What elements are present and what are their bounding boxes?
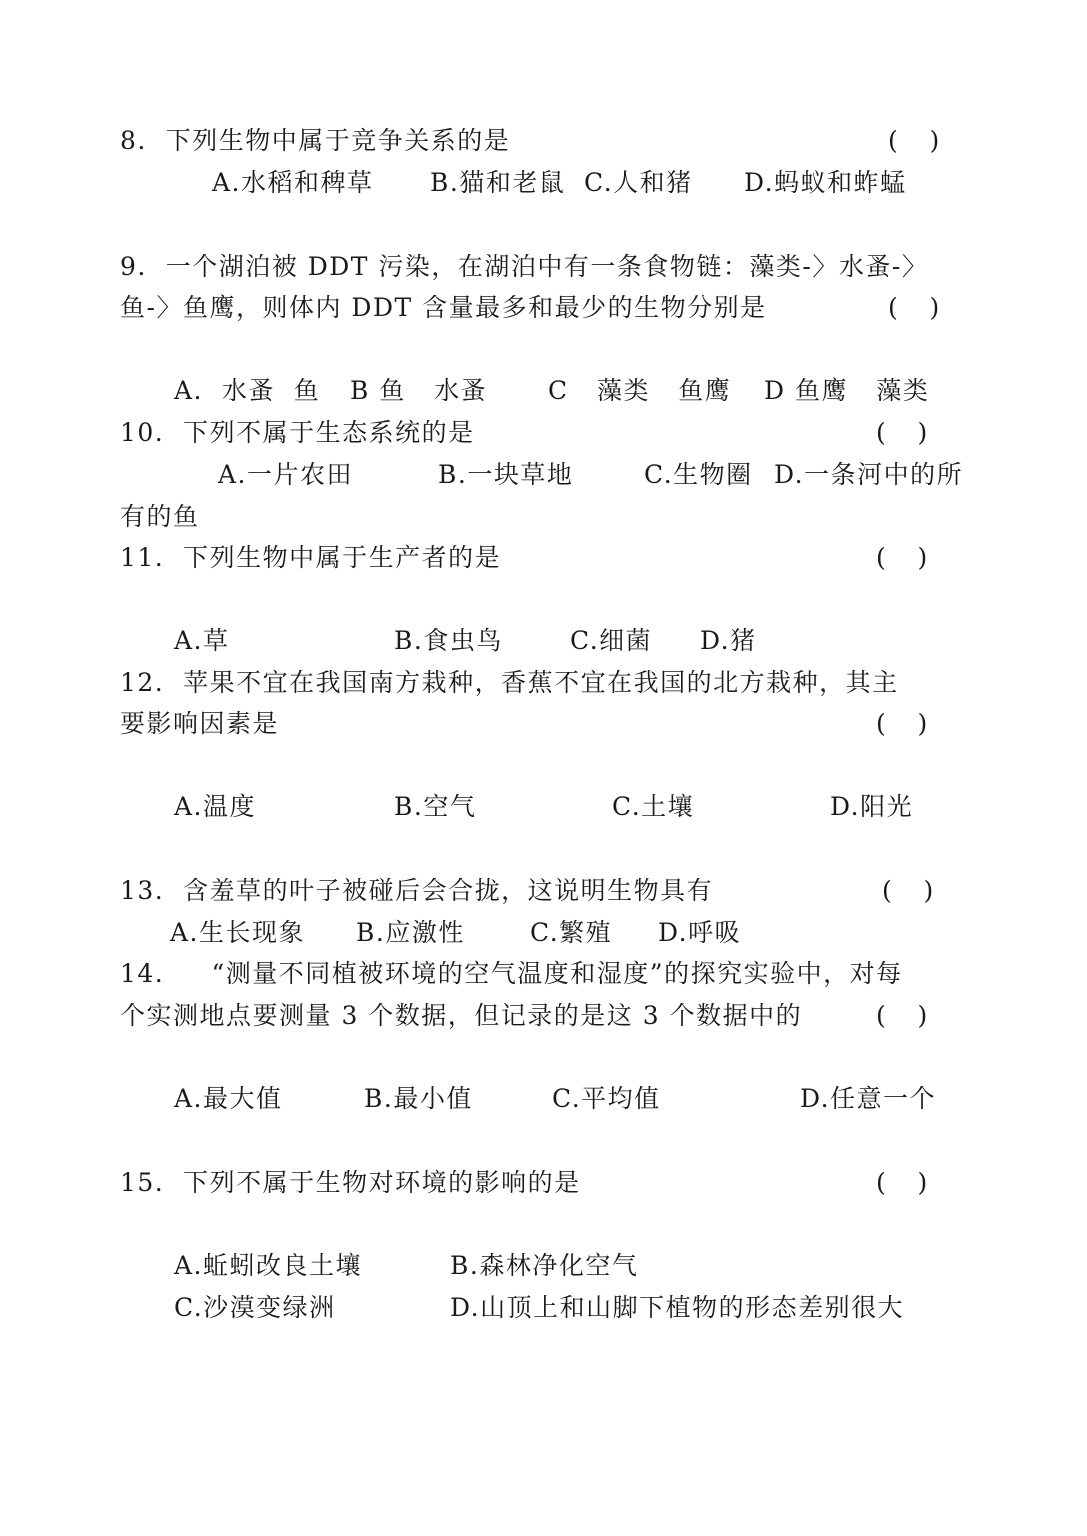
question-number: 8. [120,126,147,155]
option-d: D 鱼鹰 藻类 [764,376,930,405]
option-b: B.一块草地 [438,460,574,489]
question-text: 下列不属于生态系统的是 [183,418,475,447]
question-number: 14. [120,959,165,988]
option-b: B.空气 [394,792,477,821]
option-c: C.人和猪 [584,168,693,197]
option-d-continued: 有的鱼 [120,502,200,531]
question-8-stem [120,124,510,158]
option-d: D.呼吸 [658,918,742,947]
option-a: A.蚯蚓改良土壤 [174,1251,363,1280]
question-text: 含羞草的叶子被碰后会合拢，这说明生物具有 [183,876,714,905]
option-a: A.草 [174,626,230,655]
question-14-stem-line2: 个实测地点要测量 3 个数据，但记录的是这 3 个数据中的 [120,1001,803,1030]
answer-blank: ( ) [876,1168,928,1197]
option-d: D.一条河中的所 [774,460,964,489]
option-c: C.平均值 [552,1084,661,1113]
question-12-stem-line2: 要影响因素是 [120,709,280,738]
question-14-stem-line1 [120,957,903,991]
answer-blank: ( ) [882,876,934,905]
option-b: B 鱼 水蚤 [350,376,488,405]
question-11-stem [120,541,501,575]
option-a: A.温度 [174,792,257,821]
option-d: D.猪 [700,626,757,655]
option-b: B.最小值 [364,1084,473,1113]
question-text: “测量不同植被环境的空气温度和湿度”的探究实验中，对每 [183,959,903,988]
question-number: 15. [120,1168,165,1197]
option-b: B.森林净化空气 [450,1251,639,1280]
answer-blank: ( ) [876,1001,928,1030]
question-9-stem-line1 [120,250,928,284]
option-a: A.水稻和稗草 [212,168,374,197]
option-d: D.蚂蚁和蚱蜢 [744,168,907,197]
question-text: 下列生物中属于生产者的是 [183,543,502,572]
question-text: 下列生物中属于竞争关系的是 [165,126,511,155]
option-a: A.最大值 [174,1084,283,1113]
question-10-stem [120,416,475,450]
option-d: D.山顶上和山脚下植物的形态差别很大 [450,1293,905,1322]
option-a: A.生长现象 [170,918,306,947]
option-c: C.沙漠变绿洲 [174,1293,336,1322]
answer-blank: ( ) [876,418,928,447]
option-c: C.土壤 [612,792,695,821]
option-c: C.生物圈 [644,460,753,489]
answer-blank: ( ) [876,543,928,572]
question-12-stem-line1 [120,666,899,700]
question-9-stem-line2: 鱼-〉鱼鹰，则体内 DDT 含量最多和最少的生物分别是 [120,293,767,322]
option-c: C.繁殖 [530,918,613,947]
option-d: D.阳光 [830,792,914,821]
option-b: B.猫和老鼠 [430,168,566,197]
answer-blank: ( ) [888,126,940,155]
question-number: 11. [120,543,165,572]
option-c: C 藻类 鱼鹰 [548,376,732,405]
option-d: D.任意一个 [800,1084,937,1113]
question-15-stem [120,1166,581,1200]
question-text: 下列不属于生物对环境的影响的是 [183,1168,581,1197]
answer-blank: ( ) [888,293,940,322]
question-number: 12. [120,668,165,697]
question-text: 苹果不宜在我国南方栽种，香蕉不宜在我国的北方栽种，其主 [183,668,899,697]
option-c: C.细菌 [570,626,653,655]
question-number: 13. [120,876,165,905]
question-number: 10. [120,418,165,447]
option-a: A.一片农田 [218,460,354,489]
option-b: B.食虫鸟 [394,626,503,655]
option-a: A. 水蚤 鱼 [174,376,321,405]
question-13-stem [120,874,713,908]
option-b: B.应激性 [356,918,465,947]
question-number: 9. [120,252,147,281]
question-text: 一个湖泊被 DDT 污染，在湖泊中有一条食物链：藻类-〉水蚤-〉 [165,252,929,281]
answer-blank: ( ) [876,709,928,738]
